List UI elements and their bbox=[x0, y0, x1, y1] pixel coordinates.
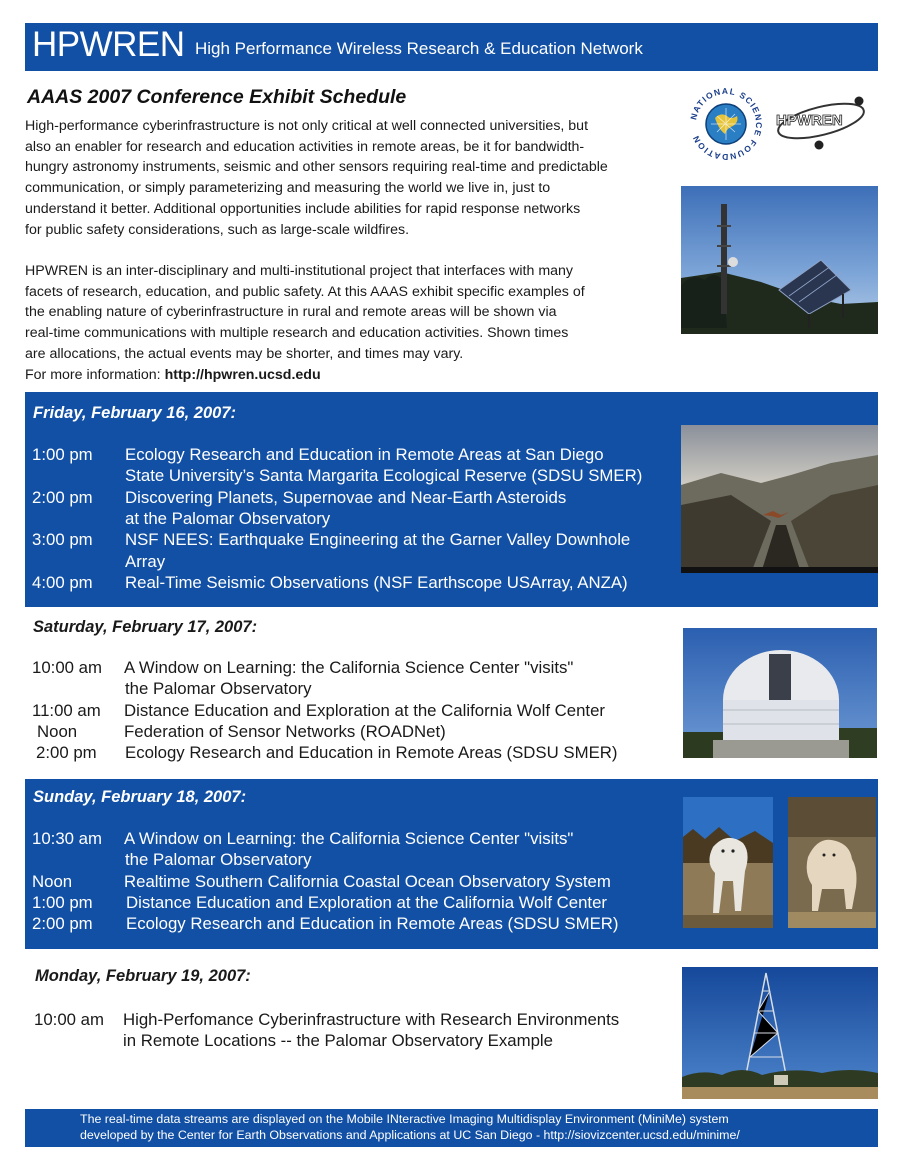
more-info-label: For more information: bbox=[25, 366, 165, 383]
schedule-event: the Palomar Observatory bbox=[125, 679, 312, 699]
schedule-time: 1:00 pm bbox=[32, 445, 93, 464]
intro-line: for public safety considerations, such as large-scale wildfires. bbox=[25, 221, 410, 238]
schedule-event: in Remote Locations -- the Palomar Observatory Example bbox=[123, 1031, 553, 1051]
header-banner bbox=[25, 23, 878, 71]
schedule-time: 2:00 pm bbox=[32, 914, 93, 934]
schedule-time: 10:30 am bbox=[32, 829, 102, 848]
project-line: the enabling nature of cyberinfrastructure in rural and remote areas will be shown via bbox=[25, 304, 557, 321]
schedule-event: NSF NEES: Earthquake Engineering at the Garner Valley Downhole bbox=[125, 530, 631, 550]
schedule-event: Federation of Sensor Networks (ROADNet) bbox=[124, 721, 446, 741]
schedule-time: Noon bbox=[37, 721, 78, 741]
schedule-time: 3:00 pm bbox=[32, 530, 93, 550]
schedule-event: at the Palomar Observatory bbox=[125, 508, 331, 528]
project-line: real-time communications with multiple research and education activities. Shown times bbox=[25, 325, 569, 342]
schedule-event: State University’s Santa Margarita Ecological Reserve (SDSU SMER) bbox=[125, 466, 643, 486]
footer-line: developed by the Center for Earth Observations and Applications at UC San Diego - http://siovizcenter.ucsd.edu/minime/ bbox=[80, 1128, 740, 1142]
intro-line: also an enabler for research and education activities in remote areas, be it for bandwidth- bbox=[25, 138, 585, 155]
nsf-logo bbox=[687, 84, 765, 164]
canyon-photo bbox=[681, 425, 878, 573]
project-line: are allocations, the actual events may be shorter, and times may vary. bbox=[25, 345, 464, 362]
saturday-heading: Saturday, February 17, 2007: bbox=[33, 618, 258, 636]
schedule-time: 2:00 pm bbox=[32, 487, 93, 507]
schedule-time: 1:00 pm bbox=[32, 892, 93, 912]
schedule-event: Distance Education and Exploration at the California Wolf Center bbox=[126, 892, 608, 912]
project-paragraph bbox=[25, 261, 665, 385]
schedule-event: Array bbox=[125, 551, 166, 571]
project-line: HPWREN is an inter-disciplinary and multi-institutional project that interfaces with many bbox=[25, 263, 574, 279]
schedule-event: Ecology Research and Education in Remote Areas (SDSU SMER) bbox=[126, 914, 619, 934]
intro-line: High-performance cyberinfrastructure is not only critical at well connected universities, but bbox=[25, 118, 589, 134]
intro-line: communication, or simply parameterizing and measuring the world we live in, just to bbox=[25, 180, 551, 197]
schedule-event: the Palomar Observatory bbox=[125, 850, 312, 870]
schedule-event: High-Perfomance Cyberinfrastructure with Research Environments bbox=[123, 1010, 620, 1029]
schedule-time: Noon bbox=[32, 871, 73, 891]
schedule-event: Discovering Planets, Supernovae and Near-Earth Asteroids bbox=[125, 487, 567, 507]
tower-solar-photo bbox=[681, 186, 878, 334]
hpwren-logo bbox=[771, 93, 871, 155]
schedule-time: 4:00 pm bbox=[32, 572, 93, 592]
schedule-event: Distance Education and Exploration at the California Wolf Center bbox=[124, 700, 606, 720]
schedule-time: 10:00 am bbox=[34, 1010, 104, 1029]
schedule-event: Real-Time Seismic Observations (NSF Earthscope USArray, ANZA) bbox=[125, 572, 628, 592]
lattice-tower-photo bbox=[682, 967, 878, 1099]
monday-heading: Monday, February 19, 2007: bbox=[35, 967, 251, 985]
wolf-photo-1 bbox=[683, 797, 773, 928]
schedule-time: 2:00 pm bbox=[36, 743, 97, 763]
footer-line: The real-time data streams are displayed on the Mobile INteractive Imaging Multidisplay Environment (MiniMe) system bbox=[80, 1112, 729, 1126]
schedule-event: Ecology Research and Education in Remote Areas (SDSU SMER) bbox=[125, 743, 618, 763]
schedule-time: 10:00 am bbox=[32, 658, 102, 677]
observatory-photo bbox=[683, 628, 877, 758]
intro-line: understand it better. Additional opportunities include abilities for rapid response networks bbox=[25, 200, 581, 217]
schedule-event: A Window on Learning: the California Science Center "visits" bbox=[124, 658, 574, 677]
schedule-event: Realtime Southern California Coastal Ocean Observatory System bbox=[124, 871, 611, 891]
banner-acronym: HPWREN bbox=[32, 25, 185, 64]
footer-band bbox=[25, 1109, 878, 1147]
more-info-link[interactable]: http://hpwren.ucsd.edu bbox=[164, 366, 321, 383]
intro-paragraph bbox=[25, 116, 665, 240]
banner-full-name: High Performance Wireless Research & Education Network bbox=[195, 39, 643, 58]
nsf-logo-text: NATIONAL SCIENCE FOUNDATION bbox=[688, 85, 765, 163]
sunday-heading: Sunday, February 18, 2007: bbox=[33, 788, 247, 806]
schedule-event: Ecology Research and Education in Remote Areas at San Diego bbox=[125, 445, 604, 464]
hpwren-logo-text: HPWREN bbox=[776, 112, 843, 129]
intro-line: hungry astronomy instruments, seismic and other sensors requiring real-time and predictable bbox=[25, 159, 608, 176]
project-line: facets of research, education, and public safety. At this AAAS exhibit specific examples of bbox=[25, 283, 585, 300]
schedule-time: 11:00 am bbox=[32, 700, 101, 720]
more-info-line bbox=[25, 365, 665, 386]
wolf-photo-2 bbox=[788, 797, 876, 928]
schedule-event: A Window on Learning: the California Science Center "visits" bbox=[124, 829, 574, 848]
friday-heading: Friday, February 16, 2007: bbox=[33, 404, 236, 422]
page-title: AAAS 2007 Conference Exhibit Schedule bbox=[27, 86, 407, 108]
